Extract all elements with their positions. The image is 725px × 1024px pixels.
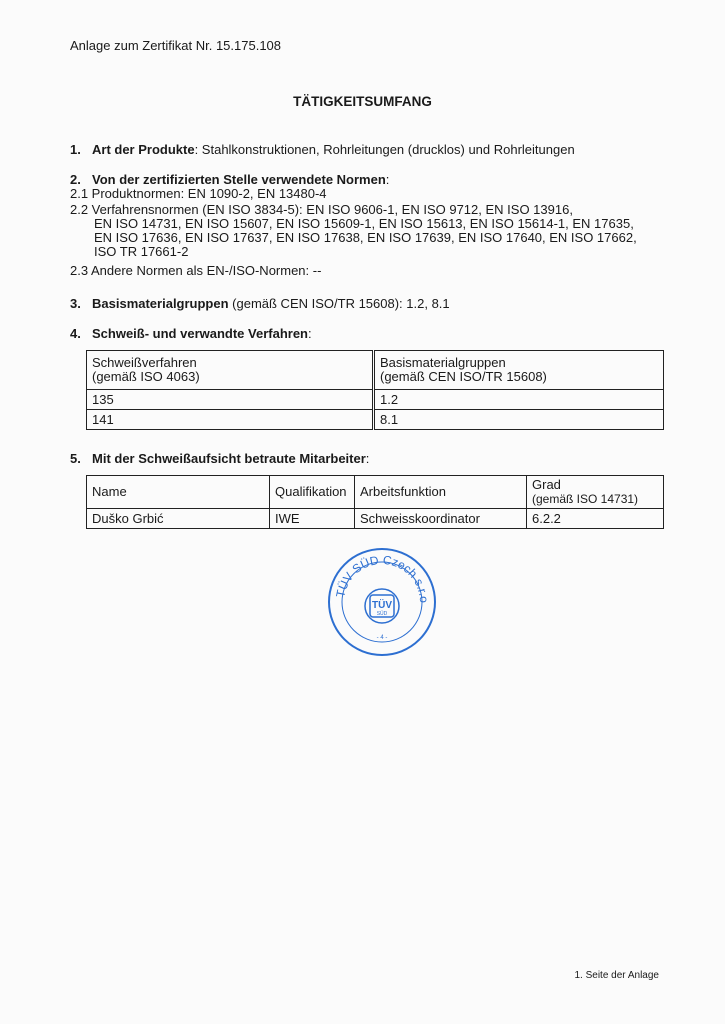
section-text: : Stahlkonstruktionen, Rohrleitungen (drucklos) und Rohrleitungen [194,142,575,157]
table-row [87,509,664,529]
tuv-stamp [326,546,438,658]
table-header-cell: Arbeitsfunktion [355,476,527,509]
welding-process-table [86,350,664,430]
table-header-cell: Basismaterialgruppen (gemäß CEN ISO/TR 15608) [374,351,664,390]
table-header-cell: Name [87,476,270,509]
section-material-groups [70,296,450,311]
norms-line: ISO TR 17661-2 [94,244,189,259]
section-label: Von der zertifizierten Stelle verwendete Normen [92,172,386,187]
page-footer: 1. Seite der Anlage [574,970,659,981]
table-header-row [87,476,664,509]
norms-item-2-2 [70,203,670,259]
table-cell: 1.2 [374,390,664,410]
annex-header: Anlage zum Zertifikat Nr. 15.175.108 [70,38,282,53]
svg-text:SÜD: SÜD [376,611,388,617]
table-header-cell: Grad (gemäß ISO 14731) [527,476,664,509]
table-cell: 135 [87,390,374,410]
table-header-row [87,351,664,390]
table-cell: 141 [87,410,374,430]
section-label: Art der Produkte [92,142,195,157]
table-row [87,390,664,410]
tuv-logo-icon [365,589,399,623]
table-cell: Duško Grbić [87,509,270,529]
norms-line: EN ISO 14731, EN ISO 15607, EN ISO 15609-1, EN ISO 15613, EN ISO 15614-1, EN 17635, [94,216,634,231]
norms-line: EN ISO 17636, EN ISO 17637, EN ISO 17638, EN ISO 17639, EN ISO 17640, EN ISO 17662, [94,230,637,245]
section-label: Mit der Schweißaufsicht betraute Mitarbeiter [92,451,366,466]
table-cell: 8.1 [374,410,664,430]
section-suffix: : [308,326,312,341]
table-header-cell: Qualifikation [270,476,355,509]
section-welding-processes [70,326,312,341]
section-number: 3. [70,296,81,311]
table-cell: Schweisskoordinator [355,509,527,529]
section-products [70,142,575,157]
norms-item-2-3: 2.3 Andere Normen als EN-/ISO-Normen: -- [70,263,322,278]
section-norms [70,172,389,187]
section-number: 1. [70,142,81,157]
section-label: Basismaterialgruppen [92,296,229,311]
section-number: 5. [70,451,81,466]
section-suffix: : [385,172,390,187]
stamp-number: - 4 - [376,635,388,641]
section-supervision-staff [70,451,369,466]
norms-item-2-1: 2.1 Produktnormen: EN 1090-2, EN 13480-4 [70,186,327,201]
norms-line: 2.2 Verfahrensnormen (EN ISO 3834-5): EN ISO 9606-1, EN ISO 9712, EN ISO 13916, [70,202,573,217]
table-row [87,410,664,430]
stamp-ring-text: TÜV SÜD Czech s.r.o [333,552,432,604]
table-cell: IWE [270,509,355,529]
svg-text:TÜV: TÜV [372,600,392,611]
section-text: (gemäß CEN ISO/TR 15608): 1.2, 8.1 [228,296,450,311]
section-number: 4. [70,326,81,341]
section-suffix: : [365,451,370,466]
staff-table [86,475,664,529]
section-number: 2. [70,172,81,187]
section-label: Schweiß- und verwandte Verfahren [92,326,308,341]
table-cell: 6.2.2 [527,509,664,529]
table-header-cell: Schweißverfahren (gemäß ISO 4063) [87,351,374,390]
page-title: TÄTIGKEITSUMFANG [293,94,432,109]
